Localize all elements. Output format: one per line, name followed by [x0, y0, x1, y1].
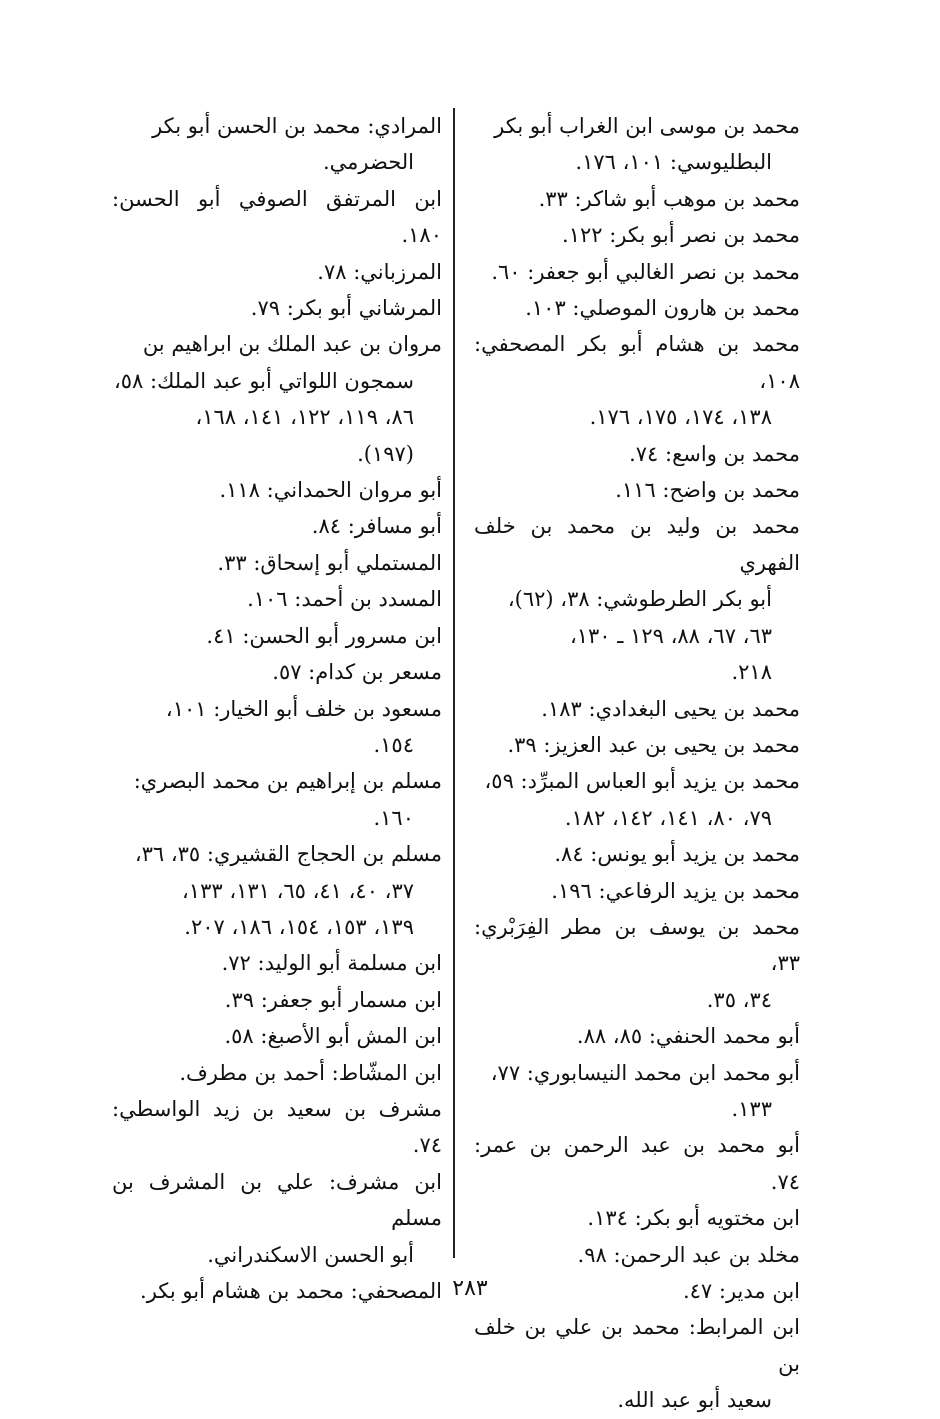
index-entry [474, 691, 800, 727]
entry-heading: ابن المرتفق الصوفي أبو الحسن: ١٨٠. [112, 186, 442, 248]
index-entry [474, 217, 800, 253]
entry-heading: محمد بن يحيى بن عبد العزيز: ٣٩. [507, 732, 800, 757]
index-entry [474, 508, 800, 690]
entry-heading: محمد بن موسى ابن الغراب أبو بكر [494, 114, 800, 138]
entry-heading: ابن مدير: ٤٧. [682, 1279, 800, 1303]
entry-heading: المرشاني أبو بكر: ٧٩. [250, 296, 442, 321]
entry-heading: أبو مسافر: ٨٤. [311, 514, 442, 539]
index-entry [112, 982, 442, 1018]
index-entry [474, 727, 800, 763]
entry-continuation: ٢١٨. [731, 660, 772, 685]
entry-heading: مسلم بن الحجاج القشيري: ٣٥، ٣٦، [134, 842, 442, 867]
entry-heading: مخلد بن عبد الرحمن: ٩٨. [577, 1242, 800, 1267]
entry-continuation: ١٥٤. [373, 732, 414, 757]
entry-heading: محمد بن يزيد الرفاعي: ١٩٦. [551, 878, 800, 903]
entry-heading: محمد بن يحيى البغدادي: ١٨٣. [541, 696, 800, 721]
index-entry [112, 691, 442, 764]
entry-heading: محمد بن هشام أبو بكر المصحفي: ١٠٨، [474, 332, 800, 393]
entry-continuation: ١٣٨، ١٧٤، ١٧٥، ١٧٦. [589, 405, 772, 430]
entry-heading: محمد بن يوسف بن مطر الفِرَبْري: ٣٣، [474, 914, 800, 976]
entry-continuation: (١٩٧). [357, 441, 414, 466]
entry-heading: محمد بن يزيد أبو يونس: ٨٤. [554, 842, 800, 867]
entry-continuation: البطليوسي: ١٠١، ١٧٦. [575, 150, 772, 175]
entry-heading: ابن مسرور أبو الحسن: ٤١. [206, 623, 442, 648]
entry-heading: محمد بن يزيد أبو العباس المبرِّد: ٥٩، [484, 769, 800, 794]
index-entry [474, 326, 800, 435]
entry-heading: ابن مختويه أبو بكر: ١٣٤. [587, 1206, 800, 1231]
entry-heading: ابن مسمار أبو جعفر: ٣٩. [224, 987, 442, 1012]
index-entry [112, 108, 442, 181]
index-entry [112, 545, 442, 581]
entry-heading: مروان بن عبد الملك بن ابراهيم بن [142, 332, 442, 357]
index-entry [474, 1055, 800, 1128]
index-entry [474, 1237, 800, 1273]
entry-heading: محمد بن موهب أبو شاكر: ٣٣. [538, 186, 800, 211]
index-entry [112, 326, 442, 472]
entry-continuation: ١٣٣. [731, 1096, 772, 1121]
entry-heading: أبو محمد بن عبد الرحمن بن عمر: ٧٤. [474, 1133, 800, 1194]
entry-continuation: ٧٩، ٨٠، ١٤١، ١٤٢، ١٨٢. [564, 805, 772, 830]
entry-heading: مسلم بن إبراهيم بن محمد البصري: [133, 769, 442, 794]
entry-heading: محمد بن نصر أبو بكر: ١٢٢. [562, 223, 800, 248]
entry-heading: ابن المرابط: محمد بن علي بن خلف بن [474, 1315, 800, 1376]
entry-continuation: ٣٧، ٤٠، ٤١، ٦٥، ١٣١، ١٣٣، [182, 878, 414, 903]
index-entry [474, 290, 800, 326]
entry-continuation: ١٣٩، ١٥٣، ١٥٤، ١٨٦، ٢٠٧. [184, 914, 414, 939]
index-entry [112, 1018, 442, 1054]
entry-heading: مشرف بن سعيد بن زيد الواسطي: ٧٤. [112, 1096, 442, 1158]
entry-continuation: سمجون اللواتي أبو عبد الملك: ٥٨، [113, 368, 414, 393]
index-entry [112, 581, 442, 617]
entry-heading: ابن المش أبو الأصبغ: ٥٨. [224, 1024, 442, 1049]
index-entry [112, 290, 442, 326]
entry-heading: محمد بن نصر الغالبي أبو جعفر: ٦٠. [491, 259, 800, 284]
index-entry [112, 181, 442, 254]
entry-heading: أبو محمد ابن محمد النيسابوري: ٧٧، [490, 1060, 800, 1085]
entry-heading: مسعود بن خلف أبو الخيار: ١٠١، [165, 696, 442, 721]
index-column-left [112, 108, 442, 1309]
entry-heading: محمد بن واضح: ١١٦. [615, 478, 800, 503]
entry-continuation: أبو الحسن الاسكندراني. [207, 1242, 414, 1267]
index-entry [474, 436, 800, 472]
entry-heading: المصحفي: محمد بن هشام أبو بكر. [140, 1279, 442, 1303]
entry-heading: المرادي: محمد بن الحسن أبو بكر [152, 114, 442, 138]
column-divider [453, 108, 455, 1258]
entry-heading: المرزباني: ٧٨. [317, 259, 442, 284]
index-entry [474, 1018, 800, 1054]
index-entry [474, 873, 800, 909]
entry-heading: ابن مشرف: علي بن المشرف بن مسلم [112, 1169, 442, 1231]
entry-heading: أبو مروان الحمداني: ١١٨. [219, 478, 442, 503]
index-entry [474, 1127, 800, 1200]
entry-heading: ابن مسلمة أبو الوليد: ٧٢. [221, 951, 442, 976]
entry-heading: المستملي أبو إسحاق: ٣٣. [217, 550, 442, 575]
entry-continuation: أبو بكر الطرطوشي: ٣٨، (٦٢)، [507, 587, 772, 612]
index-entry [112, 654, 442, 690]
index-entry [474, 108, 800, 181]
entry-continuation: ١٦٠. [373, 805, 414, 830]
entry-continuation: سعيد أبو عبد الله. [617, 1388, 772, 1413]
index-entry [112, 945, 442, 981]
index-entry [474, 472, 800, 508]
index-entry [112, 1164, 442, 1273]
index-column-right [474, 108, 800, 1419]
index-entry [474, 909, 800, 1018]
entry-continuation: ٦٣، ٦٧، ٨٨، ١٢٩ ـ ١٣٠، [569, 623, 772, 648]
entry-heading: المسدد بن أحمد: ١٠٦. [247, 587, 442, 612]
index-entry [112, 254, 442, 290]
index-entry [112, 508, 442, 544]
index-entry [474, 254, 800, 290]
entry-continuation: ٨٦، ١١٩، ١٢٢، ١٤١، ١٦٨، [195, 405, 414, 430]
entry-heading: محمد بن هارون الموصلي: ١٠٣. [525, 296, 800, 321]
index-entry [474, 763, 800, 836]
entry-heading: ابن المشّاط: أحمد بن مطرف. [179, 1060, 442, 1085]
index-entry [474, 1200, 800, 1236]
index-entry [112, 618, 442, 654]
entry-continuation: ٣٤، ٣٥. [706, 987, 772, 1012]
index-entry [474, 181, 800, 217]
index-entry [474, 836, 800, 872]
page-number: ٢٨٣ [452, 1276, 488, 1301]
index-entry [112, 836, 442, 945]
index-entry [474, 1309, 800, 1418]
index-entry [112, 472, 442, 508]
entry-heading: أبو محمد الحنفي: ٨٥، ٨٨. [576, 1024, 800, 1049]
entry-heading: مسعر بن كدام: ٥٧. [272, 660, 442, 685]
index-entry [112, 1055, 442, 1091]
entry-continuation: الحضرمي. [322, 150, 414, 175]
entry-heading: محمد بن وليد بن محمد بن خلف الفهري [474, 514, 800, 575]
entry-heading: محمد بن واسع: ٧٤. [629, 441, 800, 466]
index-entry [112, 763, 442, 836]
index-entry [112, 1091, 442, 1164]
